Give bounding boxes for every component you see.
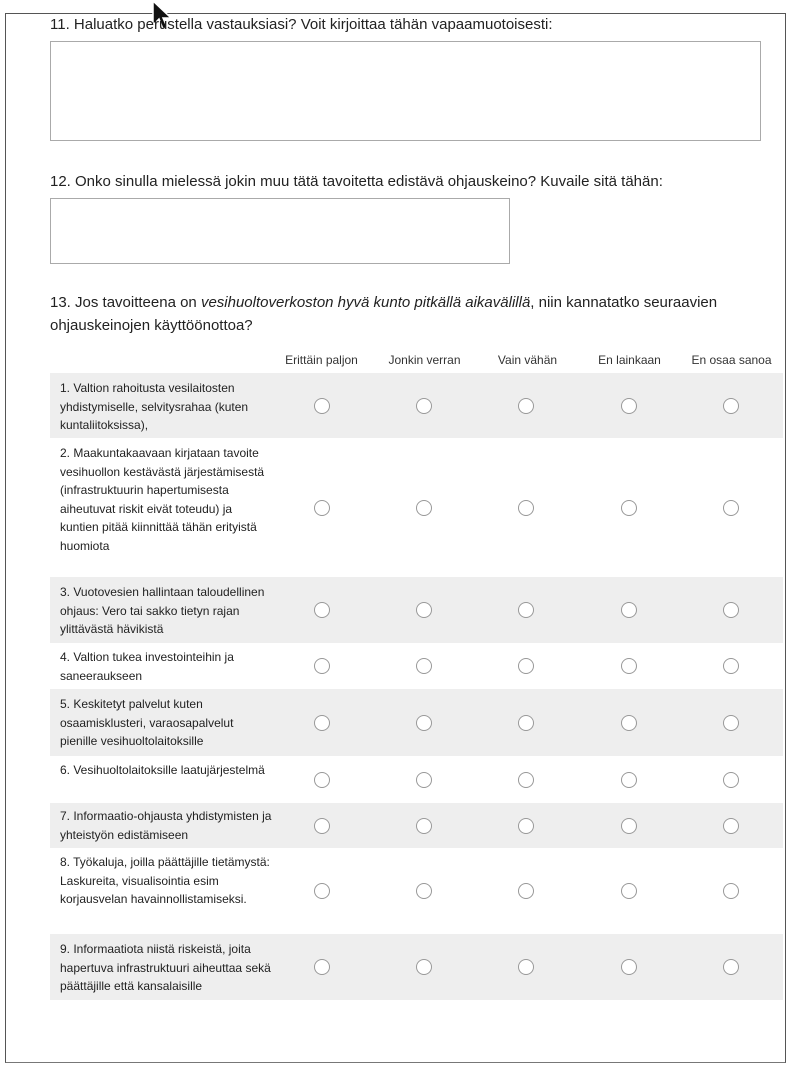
row-label: 8. Työkaluja, joilla päättäjille tietämystä: Laskureita, visualisointia esim korjausvelan havainnollistamiseksi. (60, 855, 270, 906)
radio-option[interactable] (518, 602, 534, 618)
radio-option[interactable] (314, 658, 330, 674)
radio-option[interactable] (518, 883, 534, 899)
row-label: 6. Vesihuoltolaitoksille laatujärjestelmä (60, 763, 265, 777)
radio-option[interactable] (314, 959, 330, 975)
radio-option[interactable] (416, 398, 432, 414)
radio-option[interactable] (314, 715, 330, 731)
radio-option[interactable] (314, 818, 330, 834)
question-11-textarea[interactable] (50, 41, 761, 141)
radio-option[interactable] (723, 772, 739, 788)
radio-option[interactable] (416, 715, 432, 731)
question-13-label (50, 291, 770, 337)
radio-option[interactable] (723, 602, 739, 618)
radio-option[interactable] (518, 715, 534, 731)
radio-option[interactable] (621, 602, 637, 618)
matrix-row (50, 643, 783, 689)
radio-option[interactable] (416, 658, 432, 674)
question-12-label: 12. Onko sinulla mielessä jokin muu tätä tavoitetta edistävä ohjauskeino? Kuvaile sitä tähän: (50, 173, 663, 190)
radio-option[interactable] (723, 818, 739, 834)
radio-option[interactable] (314, 602, 330, 618)
radio-option[interactable] (723, 959, 739, 975)
radio-option[interactable] (621, 818, 637, 834)
radio-option[interactable] (723, 715, 739, 731)
row-label: 7. Informaatio-ohjausta yhdistymisten ja yhteistyön edistämiseen (60, 809, 272, 842)
radio-option[interactable] (621, 772, 637, 788)
matrix-row (50, 577, 783, 643)
question-12-textarea[interactable] (50, 198, 510, 264)
radio-option[interactable] (518, 818, 534, 834)
matrix-row (50, 756, 783, 803)
question-13-prefix: 13. Jos tavoitteena on (50, 294, 201, 311)
radio-option[interactable] (518, 959, 534, 975)
row-label: 4. Valtion tukea investointeihin ja saneeraukseen (60, 650, 234, 683)
radio-option[interactable] (723, 500, 739, 516)
radio-option[interactable] (416, 500, 432, 516)
question-13-suffix: , niin kannatatko seuraavien ohjauskeinojen käyttöönottoa? (50, 294, 718, 334)
matrix-row (50, 373, 783, 438)
radio-option[interactable] (416, 602, 432, 618)
row-label: 3. Vuotovesien hallintaan taloudellinen ohjaus: Vero tai sakko tietyn rajan ylittävästä hävikistä (60, 585, 265, 636)
column-header: En osaa sanoa (691, 353, 772, 367)
column-header: Jonkin verran (388, 353, 461, 367)
row-label: 1. Valtion rahoitusta vesilaitosten yhdistymiselle, selvitysrahaa (kuten kuntaliitoksissa), (60, 381, 249, 432)
column-header: Erittäin paljon (285, 353, 358, 367)
radio-option[interactable] (314, 883, 330, 899)
radio-option[interactable] (621, 959, 637, 975)
radio-option[interactable] (621, 658, 637, 674)
radio-option[interactable] (518, 398, 534, 414)
matrix-row (50, 689, 783, 756)
matrix-row (50, 438, 783, 577)
matrix-row (50, 848, 783, 934)
column-header: Vain vähän (497, 353, 558, 367)
radio-option[interactable] (314, 398, 330, 414)
radio-option[interactable] (518, 658, 534, 674)
radio-option[interactable] (518, 772, 534, 788)
radio-option[interactable] (314, 500, 330, 516)
row-label: 5. Keskitetyt palvelut kuten osaamisklusteri, varaosapalvelut pienille vesihuoltolaitoksille (60, 697, 234, 748)
radio-option[interactable] (723, 883, 739, 899)
radio-option[interactable] (314, 772, 330, 788)
radio-option[interactable] (723, 658, 739, 674)
radio-option[interactable] (621, 883, 637, 899)
matrix-row (50, 803, 783, 848)
question-11-label: 11. Haluatko perustella vastauksiasi? Voit kirjoittaa tähän vapaamuotoisesti: (50, 16, 553, 33)
likert-matrix (50, 373, 783, 1000)
radio-option[interactable] (621, 715, 637, 731)
radio-option[interactable] (416, 883, 432, 899)
radio-option[interactable] (416, 818, 432, 834)
question-13-emphasis: vesihuoltoverkoston hyvä kunto pitkällä aikavälillä (200, 294, 531, 311)
radio-option[interactable] (621, 398, 637, 414)
row-label: 9. Informaatiota niistä riskeistä, joita hapertuva infrastruktuuri aiheuttaa sekä päättäjille että kansalaisille (60, 942, 271, 993)
column-header: En lainkaan (598, 353, 661, 367)
radio-option[interactable] (621, 500, 637, 516)
radio-option[interactable] (518, 500, 534, 516)
matrix-row (50, 934, 783, 1000)
radio-option[interactable] (416, 772, 432, 788)
row-label: 2. Maakuntakaavaan kirjataan tavoite vesihuollon kestävästä järjestämisestä (infrastruktuurin hapertumisesta aiheutuvat riskit eivät toteudu) ja kuntien pitää kiinnittää tähän erityistä huomiota (60, 446, 265, 553)
matrix-header (270, 353, 783, 371)
radio-option[interactable] (416, 959, 432, 975)
radio-option[interactable] (723, 398, 739, 414)
